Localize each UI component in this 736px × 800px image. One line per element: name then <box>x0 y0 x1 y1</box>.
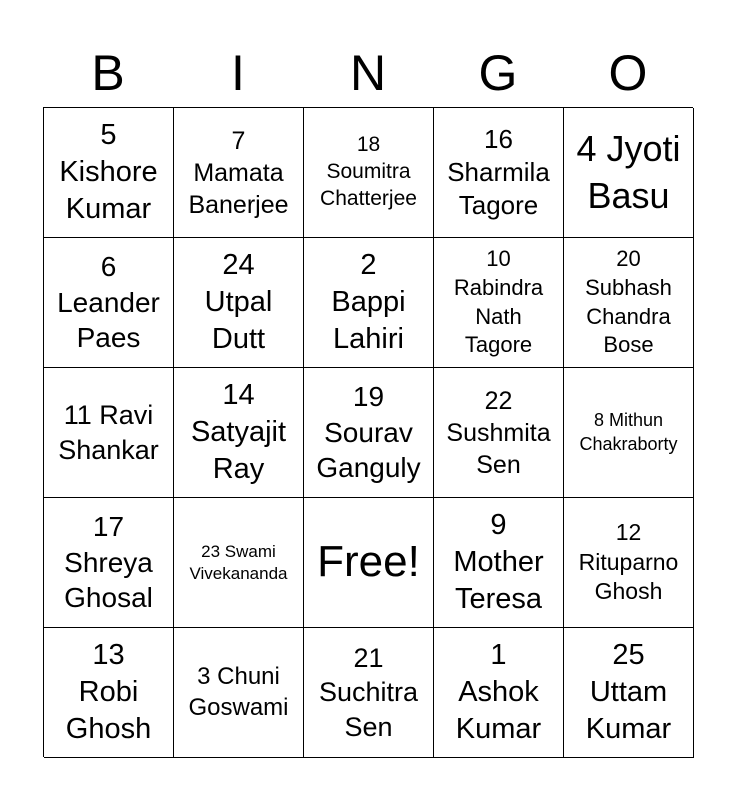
bingo-cell[interactable]: 9 Mother Teresa <box>434 498 564 628</box>
bingo-cell[interactable]: 11 Ravi Shankar <box>44 368 174 498</box>
bingo-cell[interactable]: 17 Shreya Ghosal <box>44 498 174 628</box>
bingo-cell[interactable]: 14 Satyajit Ray <box>174 368 304 498</box>
bingo-header <box>43 40 693 106</box>
bingo-grid <box>43 107 693 757</box>
free-space-cell[interactable]: Free! <box>304 498 434 628</box>
header-letter-n: N <box>349 45 387 101</box>
bingo-cell[interactable]: 3 Chuni Goswami <box>174 628 304 758</box>
bingo-cell[interactable]: 13 Robi Ghosh <box>44 628 174 758</box>
bingo-cell[interactable]: 5 Kishore Kumar <box>44 108 174 238</box>
bingo-cell[interactable]: 23 Swami Vivekananda <box>174 498 304 628</box>
bingo-cell[interactable]: 7 Mamata Banerjee <box>174 108 304 238</box>
bingo-cell[interactable]: 10 Rabindra Nath Tagore <box>434 238 564 368</box>
bingo-cell[interactable]: 20 Subhash Chandra Bose <box>564 238 694 368</box>
bingo-cell[interactable]: 16 Sharmila Tagore <box>434 108 564 238</box>
bingo-cell[interactable]: 12 Rituparno Ghosh <box>564 498 694 628</box>
bingo-cell[interactable]: 1 Ashok Kumar <box>434 628 564 758</box>
bingo-cell[interactable]: 4 Jyoti Basu <box>564 108 694 238</box>
bingo-cell[interactable]: 19 Sourav Ganguly <box>304 368 434 498</box>
bingo-cell[interactable]: 6 Leander Paes <box>44 238 174 368</box>
bingo-cell[interactable]: 22 Sushmita Sen <box>434 368 564 498</box>
bingo-cell[interactable]: 24 Utpal Dutt <box>174 238 304 368</box>
bingo-cell[interactable]: 25 Uttam Kumar <box>564 628 694 758</box>
header-letter-g: G <box>478 45 518 101</box>
bingo-cell[interactable]: 18 Soumitra Chatterjee <box>304 108 434 238</box>
header-letter-o: O <box>608 45 648 101</box>
bingo-cell[interactable]: 21 Suchitra Sen <box>304 628 434 758</box>
bingo-cell[interactable]: 2 Bappi Lahiri <box>304 238 434 368</box>
bingo-cell[interactable]: 8 Mithun Chakraborty <box>564 368 694 498</box>
header-letter-b: B <box>91 45 125 101</box>
header-letter-i: I <box>231 45 245 101</box>
